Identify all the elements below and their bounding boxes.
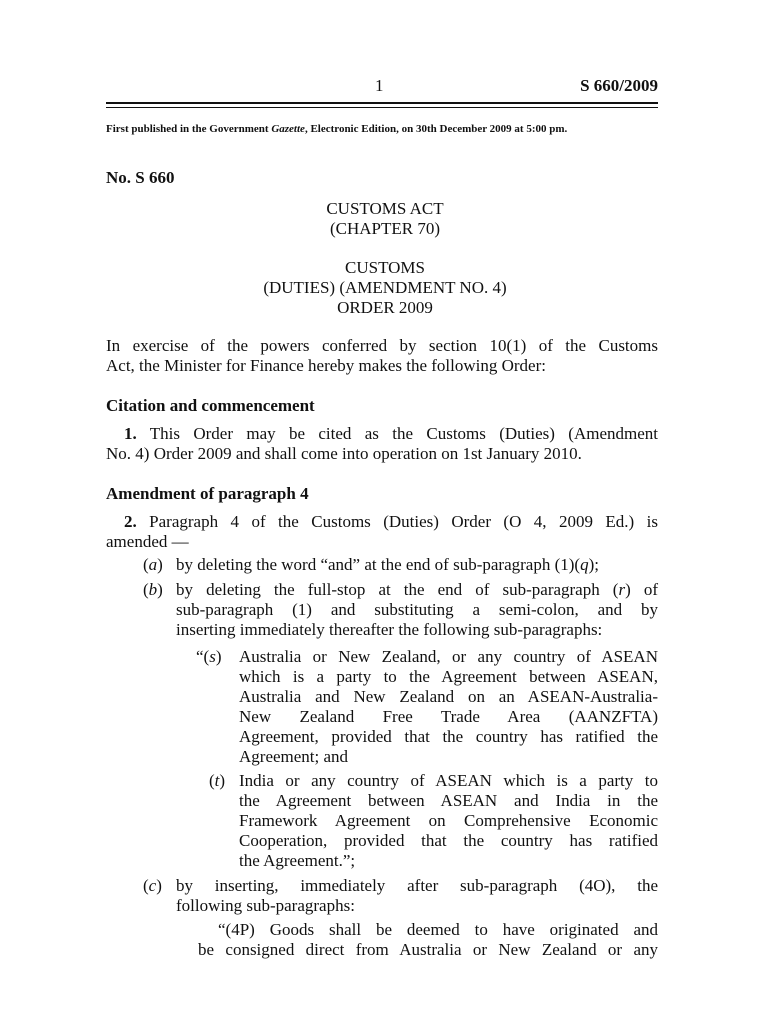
- publication-note: First published in the Government Gazette, Electronic Edition, on 30th December 2009 at 5:00 pm.: [106, 123, 568, 135]
- document-reference: S 660/2009: [580, 76, 658, 95]
- section1-heading: Citation and commencement: [106, 396, 315, 415]
- item-b-line1: by deleting the full-stop at the end of sub-paragraph (r) of: [176, 580, 658, 599]
- title-order-line1: CUSTOMS: [345, 258, 425, 277]
- item-s-line1: Australia or New Zealand, or any country of ASEAN: [239, 647, 658, 666]
- title-order-line3: ORDER 2009: [337, 298, 433, 317]
- section2-heading: Amendment of paragraph 4: [106, 484, 309, 503]
- header-rule-thick: [106, 102, 658, 104]
- item-c-line1: by inserting, immediately after sub-paragraph (4O), the: [176, 876, 658, 895]
- item-t-line2: the Agreement between ASEAN and India in the: [239, 791, 658, 810]
- item-a-label: (a): [143, 555, 163, 574]
- preamble-line2: Act, the Minister for Finance hereby makes the following Order:: [106, 356, 546, 375]
- page-number: 1: [375, 76, 384, 95]
- section1-line2: No. 4) Order 2009 and shall come into operation on 1st January 2010.: [106, 444, 582, 463]
- section1-line1: 1. This Order may be cited as the Customs (Duties) (Amendment: [124, 424, 658, 443]
- item-s-line4: New Zealand Free Trade Area (AANZFTA): [239, 707, 658, 726]
- section2-line2: amended —: [106, 532, 189, 551]
- item-s-line2: which is a party to the Agreement between ASEAN,: [239, 667, 658, 686]
- item-b-line2: sub-paragraph (1) and substituting a semi-colon, and by: [176, 600, 658, 619]
- item-t-line3: Framework Agreement on Comprehensive Economic: [239, 811, 658, 830]
- title-chapter: (CHAPTER 70): [329, 219, 441, 238]
- item-c-quote-line1: “(4P) Goods shall be deemed to have originated and: [218, 920, 658, 939]
- item-s-line6: Agreement; and: [239, 747, 349, 766]
- header-rule-thin: [106, 107, 658, 108]
- preamble-line1: In exercise of the powers conferred by section 10(1) of the Customs: [106, 336, 658, 355]
- title-order-line2: (DUTIES) (AMENDMENT NO. 4): [263, 278, 507, 297]
- item-c-quote-line2: be consigned direct from Australia or New Zealand or any: [198, 940, 658, 959]
- item-s-label: “(s): [196, 647, 222, 666]
- item-b-label: (b): [143, 580, 163, 599]
- item-t-line4: Cooperation, provided that the country has ratified: [239, 831, 658, 850]
- item-t-line1: India or any country of ASEAN which is a party to: [239, 771, 658, 790]
- item-b-line3: inserting immediately thereafter the following sub-paragraphs:: [176, 620, 603, 639]
- title-act: CUSTOMS ACT: [326, 199, 444, 218]
- notice-number: No. S 660: [106, 168, 175, 187]
- section2-line1: 2. Paragraph 4 of the Customs (Duties) Order (O 4, 2009 Ed.) is: [124, 512, 658, 531]
- item-a-line1: by deleting the word “and” at the end of sub-paragraph (1)(q);: [176, 555, 599, 574]
- item-s-line3: Australia and New Zealand on an ASEAN-Australia-: [239, 687, 658, 706]
- item-t-label: (t): [209, 771, 226, 790]
- item-c-label: (c): [143, 876, 162, 895]
- item-s-line5: Agreement, provided that the country has ratified the: [239, 727, 658, 746]
- item-c-line2: following sub-paragraphs:: [176, 896, 355, 915]
- item-t-line5: the Agreement.”;: [239, 851, 356, 870]
